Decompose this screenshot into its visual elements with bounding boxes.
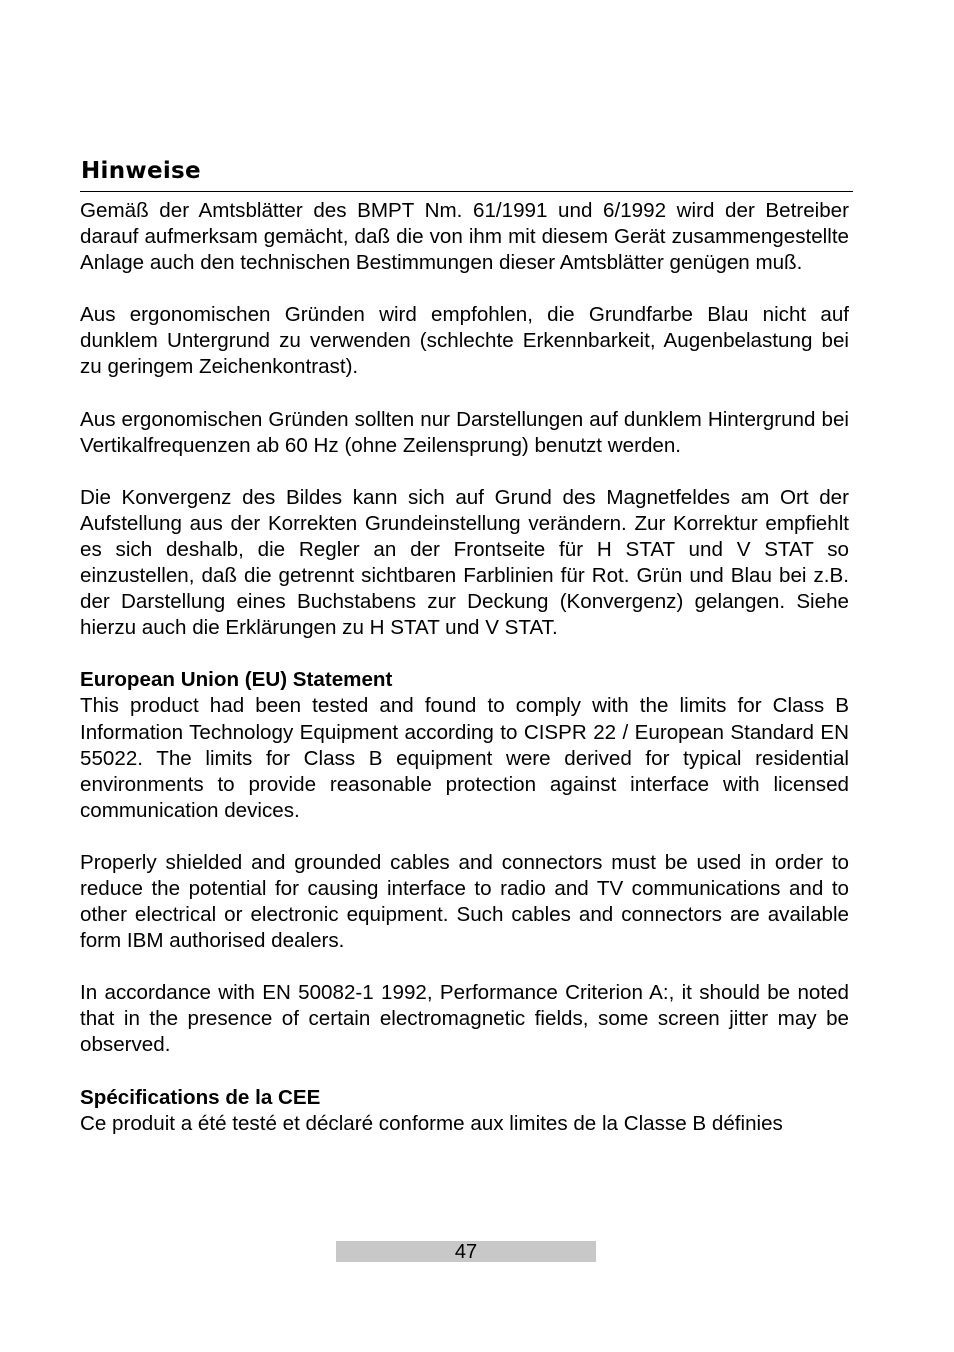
paragraph-grundfarbe-blau: Aus ergonomischen Gründen wird empfohlen, die Grundfarbe Blau nicht auf dunklem Untergrund zu verwenden (schlechte Erkennbarkeit, Augenbelastung bei zu geringem Zeichenkontrast). [80, 303, 849, 379]
paragraph-konvergenz: Die Konvergenz des Bildes kann sich auf Grund des Magnetfeldes am Ort der Aufstellung aus der Korrekten Grundeinstellung verändern. Zur Korrektur empfiehlt es sich deshalb, die Regler an der Frontseite für H STAT und V STAT so einzustellen, daß die getrennt sichtbaren Farblinien für Rot. Grün und Blau bei z.B. der Darstellung eines Buchstabens zur Deckung (Konvergenz) gelangen. Siehe hierzu auch die Erklärungen zu H STAT und V STAT. [80, 485, 849, 640]
cee-paragraph: Ce produit a été testé et déclaré conforme aux limites de la Classe B définies [80, 1111, 783, 1135]
eu-statement-title: European Union (EU) Statement [80, 668, 393, 692]
cee-specifications-title: Spécifications de la CEE [80, 1085, 321, 1109]
paragraph-vertikalfrequenzen: Aus ergonomischen Gründen sollten nur Darstellungen auf dunklem Hintergrund bei Vertikalfrequenzen ab 60 Hz (ohne Zeilensprung) benutzt werden. [80, 407, 849, 457]
page-number: 47 [454, 1241, 478, 1263]
paragraph-amtsblaetter: Gemäß der Amtsblätter des BMPT Nm. 61/1991 und 6/1992 wird der Betreiber darauf aufmerksam gemächt, daß die von ihm mit diesem Gerät zusammengestellte Anlage auch den technischen Bestimmungen dieser Amtsblätter genügen muß. [80, 199, 849, 275]
eu-paragraph-class-b: This product had been tested and found to comply with the limits for Class B Information Technology Equipment according to CISPR 22 / European Standard EN 55022. The limits for Class B equipment were derived for typical residential environments to provide reasonable protection against interface with licensed communication devices. [80, 694, 849, 822]
eu-paragraph-cables: Properly shielded and grounded cables and connectors must be used in order to reduce the potential for causing interface to radio and TV communications and to other electrical or electronic equipment. Such cables and connectors are available form IBM authorised dealers. [80, 850, 849, 953]
section-heading: Hinweise [81, 158, 201, 184]
heading-rule [80, 191, 853, 192]
document-page [80, 154, 853, 1163]
document-body [80, 198, 849, 1137]
eu-paragraph-en50082: In accordance with EN 50082-1 1992, Performance Criterion A:, it should be noted that in the presence of certain electromagnetic fields, some screen jitter may be observed. [80, 981, 849, 1057]
